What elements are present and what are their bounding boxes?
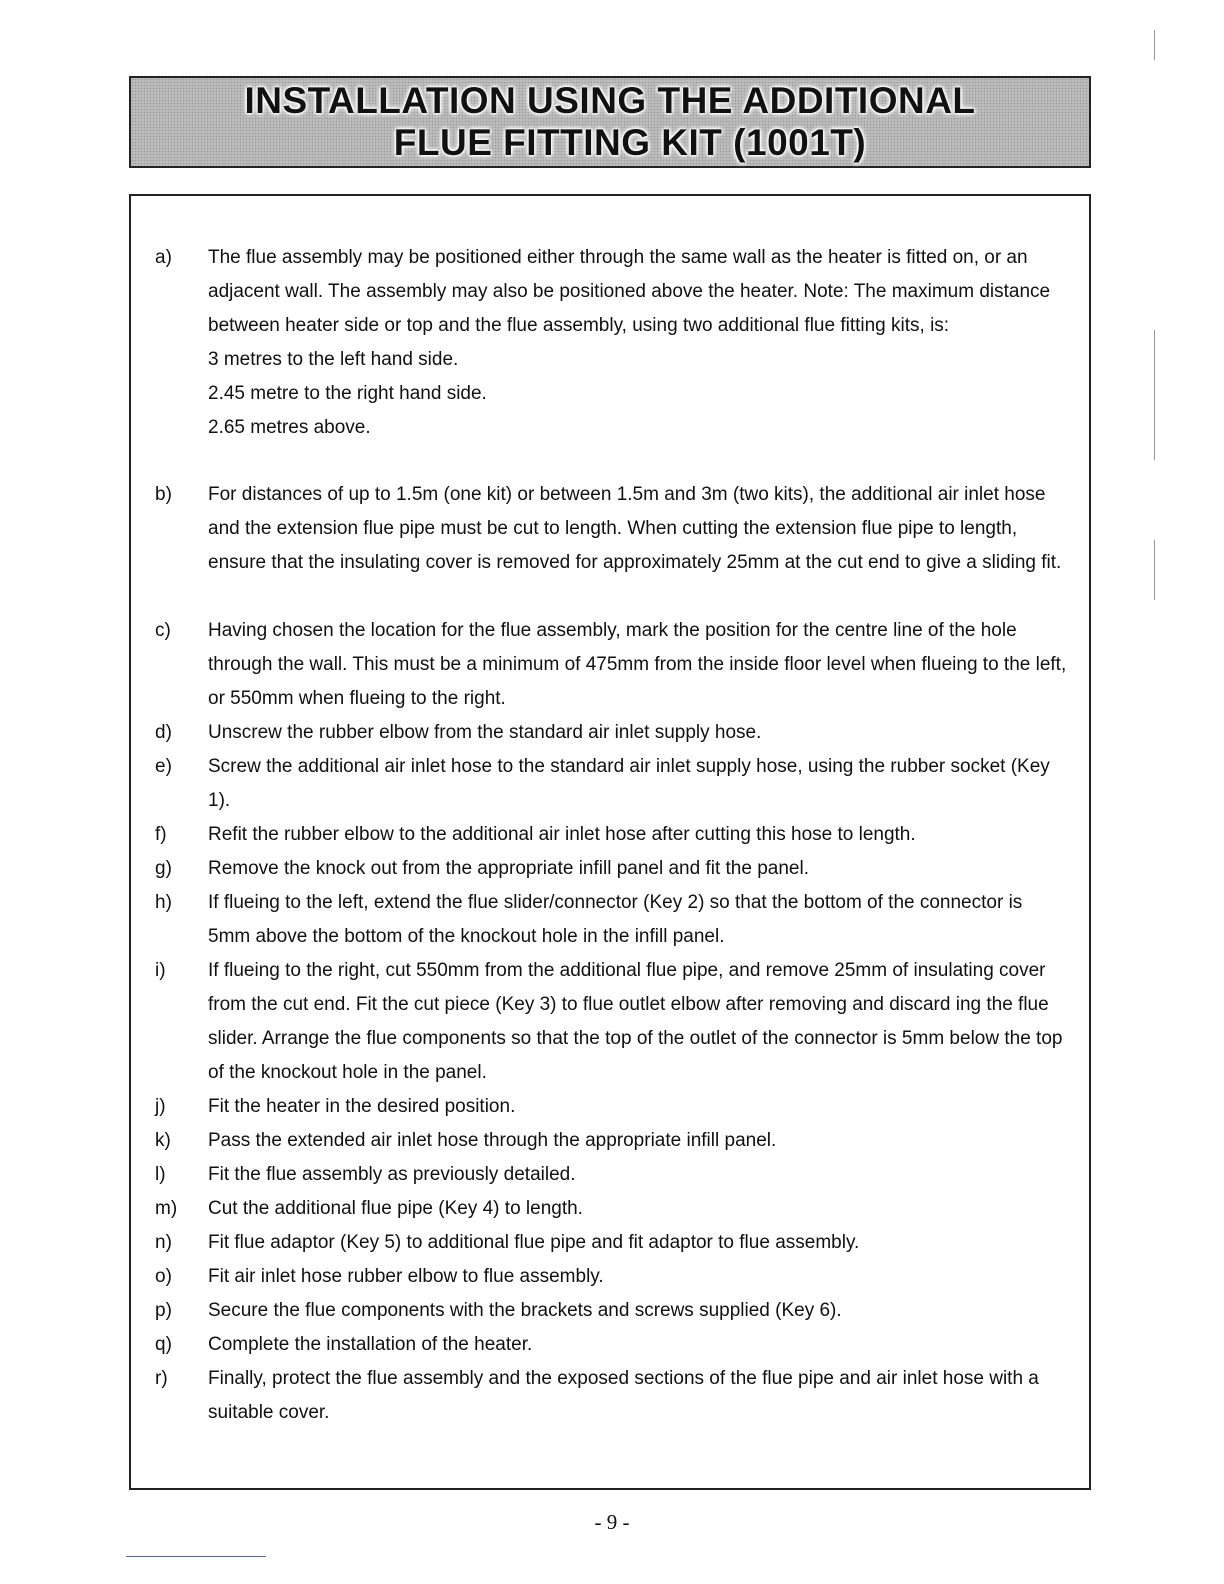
step-paragraph: Having chosen the location for the flue assembly, mark the position for the centre line of the hole through the wall. This must be a minimum of 475mm from the inside floor level when flueing to the left, or 550mm when flueing to the right. [208,620,1067,709]
step-letter: d) [155,722,172,743]
step-paragraph: Fit air inlet hose rubber elbow to flue assembly. [208,1266,604,1287]
step-paragraph: 2.65 metres above. [208,417,371,438]
step-letter: k) [155,1130,171,1151]
step-text [208,1090,1068,1124]
step-paragraph: Refit the rubber elbow to the additional air inlet hose after cutting this hose to length. [208,824,916,845]
step-letter: m) [155,1198,178,1219]
step-text [208,1158,1068,1192]
step-letter: e) [155,756,172,777]
step-text [208,1294,1068,1328]
step-paragraph: Fit the flue assembly as previously detailed. [208,1164,576,1185]
step-text [208,886,1068,954]
step-text [208,1124,1068,1158]
step-text [208,1328,1068,1362]
scan-edge-mark [1154,540,1155,600]
scan-edge-mark [1154,30,1155,60]
step-letter: f) [155,824,167,845]
step-paragraph: Cut the additional flue pipe (Key 4) to length. [208,1198,583,1219]
step-letter: a) [155,247,172,268]
step-letter: q) [155,1334,172,1355]
step-text [208,852,1068,886]
step-text [208,1362,1068,1430]
step-paragraph: Secure the flue components with the brackets and screws supplied (Key 6). [208,1300,842,1321]
step-paragraph: Remove the knock out from the appropriate infill panel and fit the panel. [208,858,809,879]
step-paragraph: Screw the additional air inlet hose to the standard air inlet supply hose, using the rubber socket (Key 1). [208,756,1050,811]
footer-rule [126,1556,266,1557]
step-paragraph: If flueing to the left, extend the flue slider/connector (Key 2) so that the bottom of the connector is 5mm above the bottom of the knockout hole in the infill panel. [208,892,1023,947]
step-paragraph: Finally, protect the flue assembly and the exposed sections of the flue pipe and air inlet hose with a suitable cover. [208,1368,1039,1423]
step-text [208,1192,1068,1226]
title-banner [129,76,1091,168]
step-letter: r) [155,1368,168,1389]
page-title-line-1: INSTALLATION USING THE ADDITIONAL [244,80,976,121]
step-paragraph: If flueing to the right, cut 550mm from the additional flue pipe, and remove 25mm of insulating cover from the cut end. Fit the cut piece (Key 3) to flue outlet elbow after removing and discard ing the flue slider. Arrange the flue components so that the top of the outlet of the connector is 5mm below the top of the knockout hole in the panel. [208,960,1063,1083]
step-text [208,954,1068,1090]
page-number: - 9 - [594,1510,630,1534]
step-paragraph: Complete the installation of the heater. [208,1334,533,1355]
scan-edge-mark [1154,330,1155,460]
step-paragraph: For distances of up to 1.5m (one kit) or between 1.5m and 3m (two kits), the additional air inlet hose and the extension flue pipe must be cut to length. When cutting the extension flue pipe to length, ensure that the insulating cover is removed for approximately 25mm at the cut end to give a sliding fit. [208,484,1062,573]
step-letter: h) [155,892,172,913]
step-text [208,241,1068,445]
step-paragraph: The flue assembly may be positioned either through the same wall as the heater is fitted on, or an adjacent wall. The assembly may also be positioned above the heater. Note: The maximum distance between heater side or top and the flue assembly, using two additional flue fitting kits, is: [208,247,1051,336]
step-paragraph: Unscrew the rubber elbow from the standard air inlet supply hose. [208,722,762,743]
step-text [208,750,1068,818]
step-letter: n) [155,1232,172,1253]
step-letter: b) [155,484,172,505]
step-letter: p) [155,1300,172,1321]
step-paragraph: Fit the heater in the desired position. [208,1096,516,1117]
step-paragraph: 2.45 metre to the right hand side. [208,383,487,404]
step-text [208,1226,1068,1260]
step-paragraph: Fit flue adaptor (Key 5) to additional flue pipe and fit adaptor to flue assembly. [208,1232,860,1253]
step-letter: o) [155,1266,172,1287]
step-text [208,614,1068,716]
step-text [208,716,1068,750]
instructions-box [129,194,1091,1490]
step-letter: j) [155,1096,166,1117]
step-letter: g) [155,858,172,879]
step-paragraph: 3 metres to the left hand side. [208,349,459,370]
step-letter: c) [155,620,171,641]
step-text [208,1260,1068,1294]
step-paragraph: Pass the extended air inlet hose through the appropriate infill panel. [208,1130,777,1151]
step-text [208,818,1068,852]
step-text [208,478,1068,580]
step-letter: l) [155,1164,166,1185]
page-title-line-2: FLUE FITTING KIT (1001T) [393,122,867,163]
step-letter: i) [155,960,166,981]
